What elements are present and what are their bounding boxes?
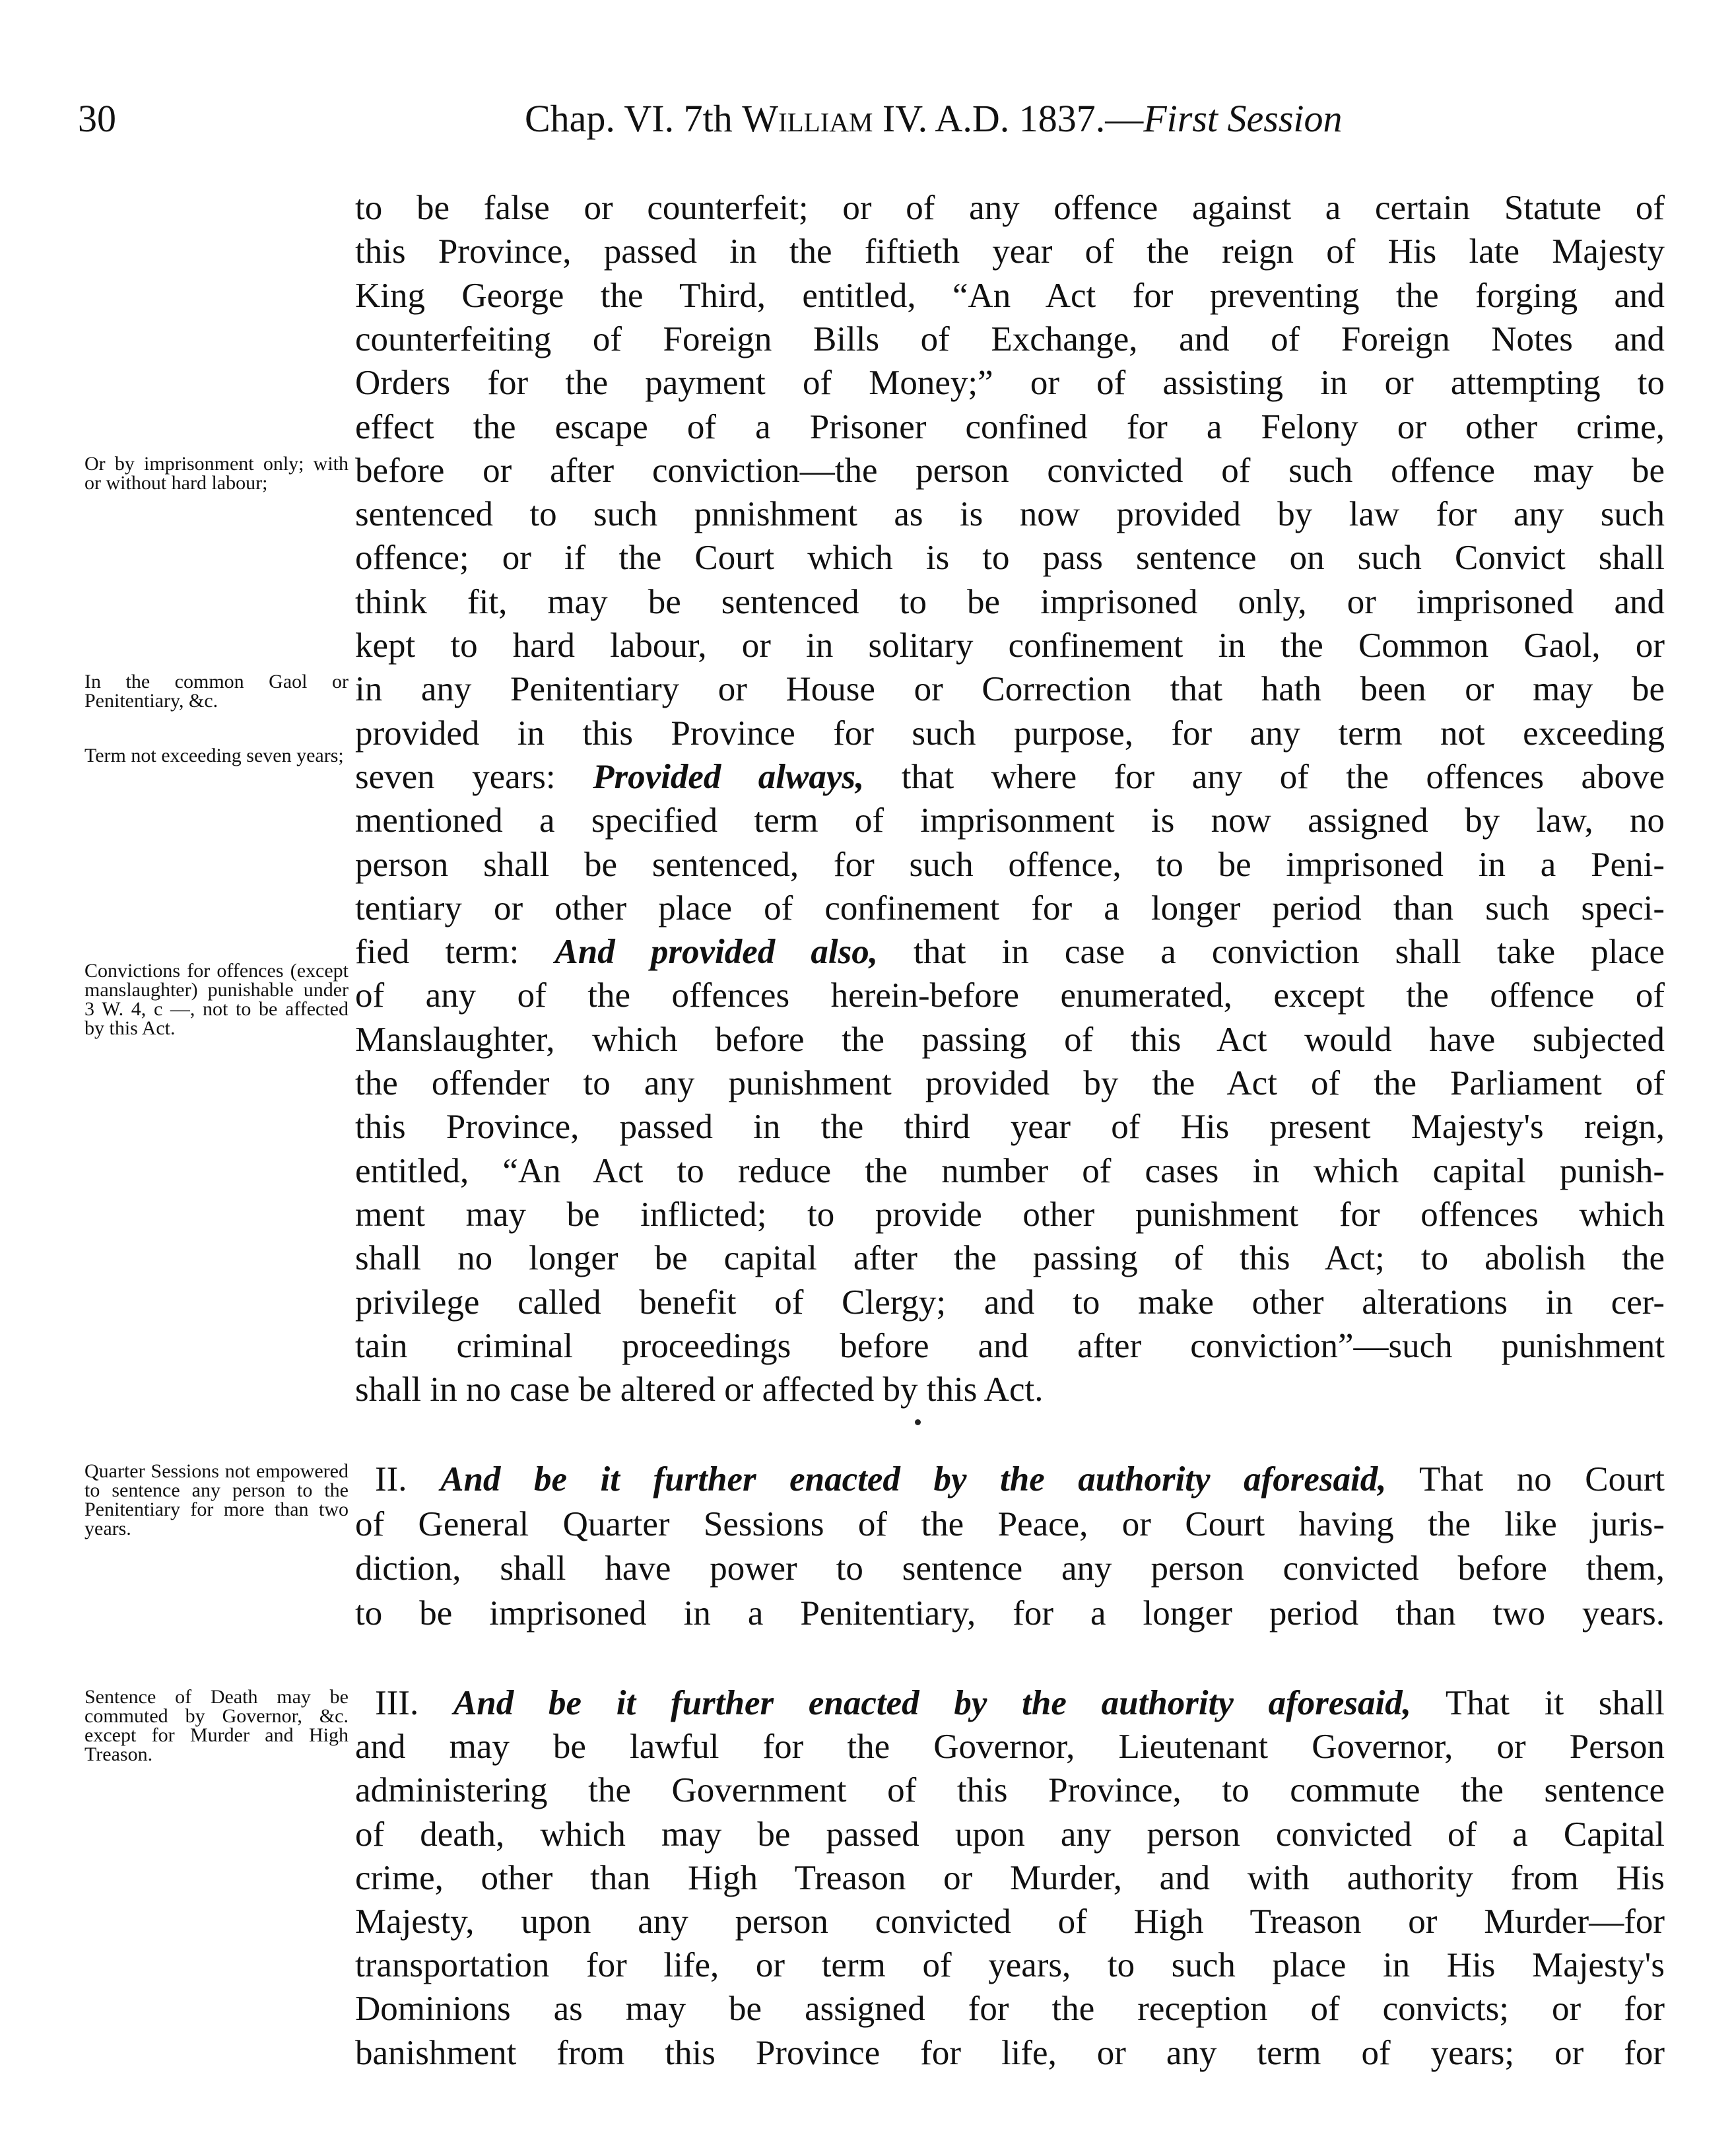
text-line — [355, 1943, 1665, 1987]
text-line — [355, 712, 1665, 755]
text-line — [355, 974, 1665, 1017]
text-span: to be false or counterfeit; or of any offence against a certain Statute of — [355, 189, 1665, 227]
text-line — [355, 1149, 1665, 1193]
text-span: provided in this Province for such purpose, for any term not exceeding — [355, 714, 1665, 753]
text-span: seven years: — [355, 757, 593, 796]
text-line — [355, 1900, 1665, 1943]
text-span: the offender to any punishment provided by the Act of the Parliament of — [355, 1064, 1665, 1102]
text-span: of death, which may be passed upon any person convicted of a Capital — [355, 1815, 1665, 1854]
text-line — [355, 2031, 1665, 2075]
text-span: entitled, “An Act to reduce the number of cases in which capital punish- — [355, 1151, 1665, 1190]
text-span: in any Penitentiary or House or Correction that hath been or may be — [355, 670, 1665, 709]
text-line — [355, 1368, 1665, 1411]
text-line — [355, 843, 1665, 887]
text-line — [355, 755, 1665, 799]
text-line — [375, 1681, 1665, 1725]
text-line — [355, 492, 1665, 536]
text-span: that in case a conviction shall take place — [877, 933, 1665, 972]
italic-text: Provided always, — [593, 757, 865, 796]
margin-note: Quarter Sessions not empowered to sentence any person to the Penitentiary for more than two years. — [84, 1460, 349, 1539]
text-line — [355, 1502, 1665, 1546]
text-span: crime, other than High Treason or Murder, and with authority from His — [355, 1858, 1665, 1897]
italic-text: And be it further enacted by the authority aforesaid, — [440, 1460, 1387, 1499]
text-span: sentenced to such pnnishment as is now provided by law for any such — [355, 495, 1665, 534]
text-span: III. — [375, 1684, 453, 1722]
section-ornament-dot — [915, 1419, 921, 1425]
text-line — [355, 1105, 1665, 1149]
text-span: of General Quarter Sessions of the Peace, or Court having the like juris- — [355, 1504, 1665, 1543]
text-span: fied term: — [355, 933, 555, 972]
margin-note: Sentence of Death may be commuted by Governor, &c. except for Murder and High Treason. — [84, 1686, 349, 1765]
text-line — [355, 1193, 1665, 1236]
text-line — [355, 1987, 1665, 2031]
text-span: Majesty, upon any person convicted of High Treason or Murder—for — [355, 1903, 1665, 1941]
italic-text: And be it further enacted by the authority aforesaid, — [453, 1684, 1412, 1722]
text-span: That no Court — [1386, 1460, 1665, 1499]
text-span: Orders for the payment of Money;” or of assisting in or attempting to — [355, 364, 1665, 403]
text-span: effect the escape of a Prisoner confined for a Felony or other crime, — [355, 407, 1665, 446]
text-line — [355, 1236, 1665, 1280]
text-line — [355, 405, 1665, 449]
text-span: diction, shall have power to sentence any person convicted before them, — [355, 1549, 1665, 1588]
text-span: privilege called benefit of Clergy; and to make other alterations in cer- — [355, 1283, 1665, 1322]
text-line — [355, 624, 1665, 667]
text-line — [375, 1458, 1665, 1501]
text-span: shall no longer be capital after the passing of this Act; to abolish the — [355, 1239, 1665, 1278]
text-line — [355, 1813, 1665, 1856]
text-span: of any of the offences herein-before enumerated, except the offence of — [355, 976, 1665, 1015]
text-span: this Province, passed in the fiftieth year of the reign of His late Majesty — [355, 232, 1665, 271]
text-line — [355, 361, 1665, 405]
text-span: counterfeiting of Foreign Bills of Exchange, and of Foreign Notes and — [355, 320, 1665, 358]
text-line — [355, 1725, 1665, 1769]
text-line — [355, 1061, 1665, 1105]
text-span: mentioned a specified term of imprisonment is now assigned by law, no — [355, 801, 1665, 840]
text-span: Manslaughter, which before the passing of this Act would have subjected — [355, 1020, 1665, 1059]
text-span: That it shall — [1411, 1684, 1665, 1722]
page-number: 30 — [78, 97, 116, 140]
text-line — [355, 186, 1665, 230]
text-line — [355, 887, 1665, 930]
text-line — [355, 1856, 1665, 1900]
text-span: this Province, passed in the third year of His present Majesty's reign, — [355, 1108, 1665, 1147]
text-line — [355, 274, 1665, 318]
text-span: kept to hard labour, or in solitary confinement in the Common Gaol, or — [355, 626, 1665, 665]
text-line — [355, 1592, 1665, 1635]
text-line — [355, 1018, 1665, 1061]
text-line — [355, 930, 1665, 974]
text-span: King George the Third, entitled, “An Act for preventing the forging and — [355, 276, 1665, 315]
text-line — [355, 667, 1665, 711]
text-span: banishment from this Province for life, or any term of years; or for — [355, 2033, 1665, 2072]
running-head-chapter: Chap. VI. 7th — [525, 97, 743, 140]
text-span: shall in no case be altered or affected by this Act. — [355, 1370, 1044, 1409]
text-span: II. — [375, 1460, 441, 1499]
text-line — [355, 1324, 1665, 1368]
text-line — [355, 536, 1665, 580]
margin-note: Term not exceeding seven years; — [84, 745, 344, 766]
text-span: offence; or if the Court which is to pass sentence on such Convict shall — [355, 539, 1665, 578]
text-span: before or after conviction—the person convicted of such offence may be — [355, 451, 1665, 490]
text-span: to be imprisoned in a Penitentiary, for a longer period than two years. — [355, 1594, 1665, 1633]
text-span: tain criminal proceedings before and after conviction”—such punishment — [355, 1326, 1665, 1365]
text-span: Dominions as may be assigned for the reception of convicts; or for — [355, 1990, 1665, 2029]
text-span: and may be lawful for the Governor, Lieutenant Governor, or Person — [355, 1728, 1665, 1767]
text-line — [355, 318, 1665, 361]
running-head-date: IV. A.D. 1837.— — [873, 97, 1144, 140]
margin-note: In the common Gaol or Penitentiary, &c. — [84, 671, 349, 712]
text-span: person shall be sentenced, for such offence, to be imprisoned in a Peni- — [355, 845, 1665, 884]
text-span: think fit, may be sentenced to be imprisoned only, or imprisoned and — [355, 582, 1665, 621]
text-span: transportation for life, or term of years, to such place in His Majesty's — [355, 1946, 1665, 1985]
text-line — [355, 230, 1665, 273]
running-head — [525, 96, 1343, 142]
text-span: tentiary or other place of confinement for a longer period than such speci- — [355, 889, 1665, 927]
text-line — [355, 580, 1665, 624]
running-head-session: First Session — [1143, 97, 1343, 140]
text-line — [355, 799, 1665, 842]
text-line — [355, 1769, 1665, 1812]
italic-text: And provided also, — [554, 933, 878, 972]
margin-note: Convictions for offences (except manslaughter) punishable under 3 W. 4, c —, not to be affected by this Act. — [84, 960, 349, 1039]
text-span: ment may be inflicted; to provide other punishment for offences which — [355, 1195, 1665, 1234]
text-line — [355, 1547, 1665, 1590]
text-line — [355, 1281, 1665, 1324]
running-head-king: William — [742, 97, 873, 140]
margin-note: Or by imprisonment only; with or without hard labour; — [84, 453, 349, 494]
text-line — [355, 449, 1665, 492]
text-span: that where for any of the offences above — [864, 757, 1665, 796]
text-span: administering the Government of this Province, to commute the sentence — [355, 1771, 1665, 1810]
